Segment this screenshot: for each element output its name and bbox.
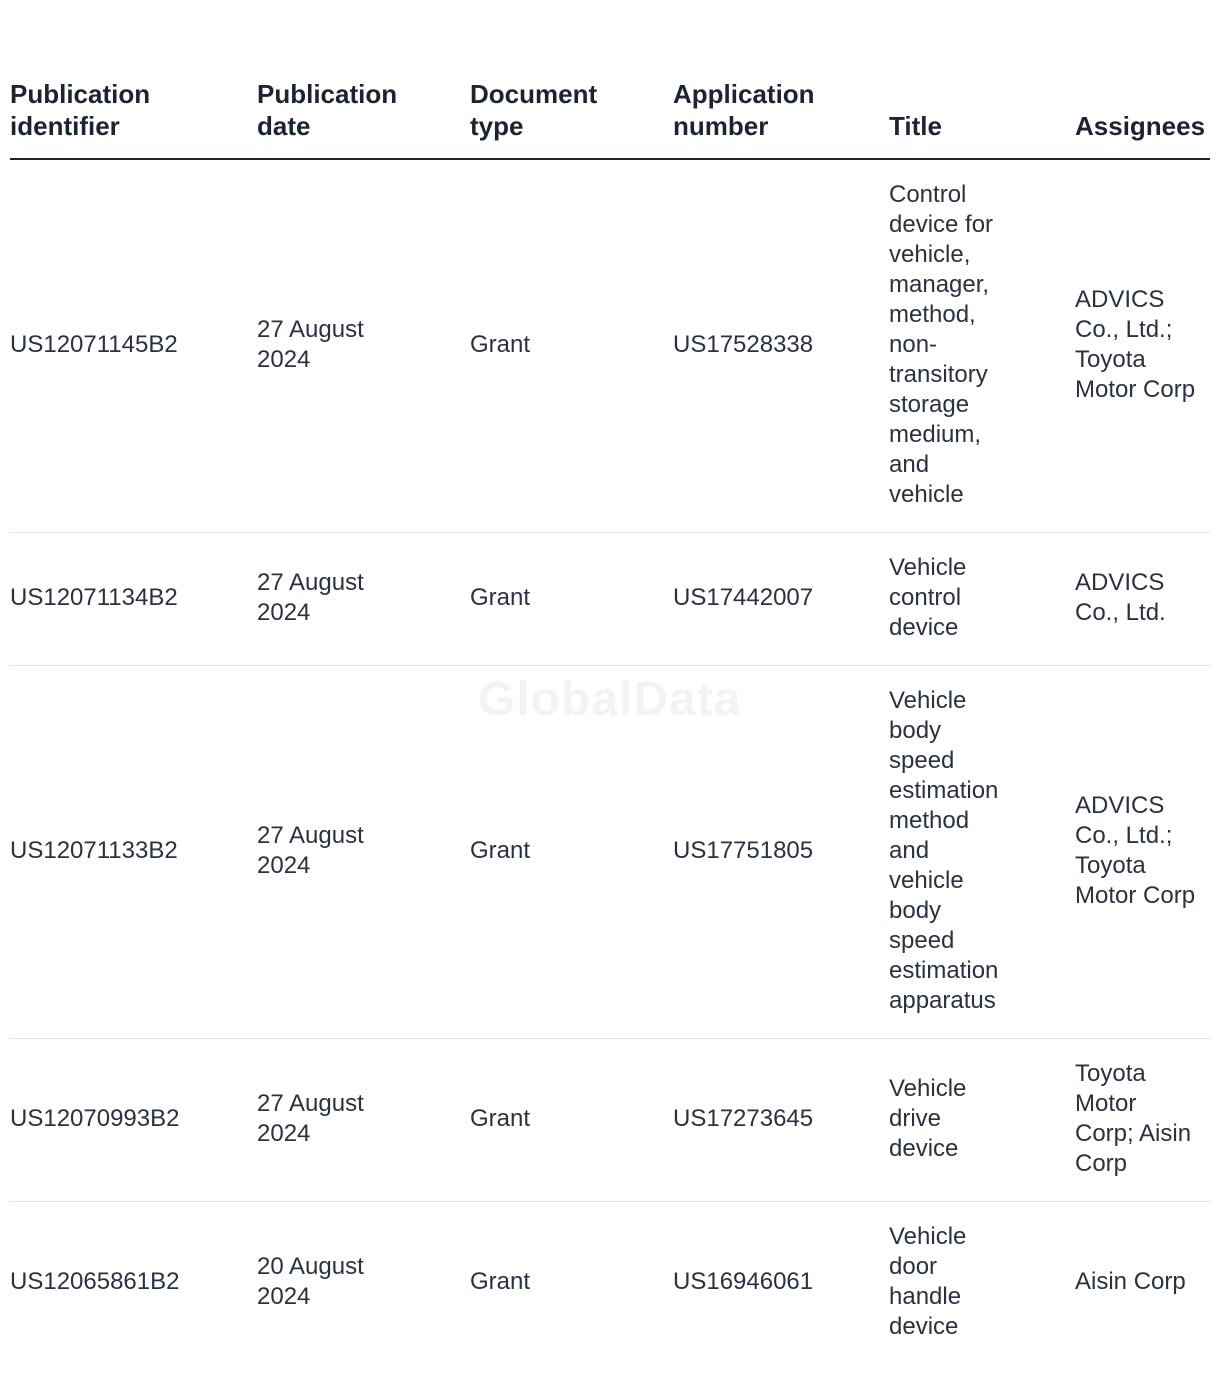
cell-publication-identifier: US12071145B2 [10, 159, 257, 533]
cell-publication-date: 27 August 2024 [257, 159, 470, 533]
cell-title: Vehicle control device [889, 533, 1075, 666]
table-header [10, 78, 1210, 159]
watermark-text: GlobalData [478, 673, 742, 726]
cell-document-type: Grant [470, 666, 673, 1039]
header-row [10, 78, 1210, 159]
cell-assignees: ADVICS Co., Ltd.; Toyota Motor Corp [1075, 159, 1210, 533]
cell-application-number: US16946061 [673, 1268, 814, 1295]
header-title: Title [889, 78, 1075, 159]
table-row [10, 1202, 1210, 1365]
cell-publication-date: 27 August 2024 [257, 666, 470, 1039]
cell-document-type: Grant [470, 533, 673, 666]
cell-application-number: US17751805 [673, 666, 889, 1039]
header-publication-date: Publication date [257, 78, 470, 159]
header-publication-identifier: Publication identifier [10, 78, 257, 159]
header-assignees: Assignees [1075, 78, 1210, 159]
cell-assignees: ADVICS Co., Ltd. [1075, 533, 1210, 666]
table-body [10, 159, 1210, 1364]
cell-publication-date: 20 August 2024 [257, 1253, 364, 1310]
table-row [10, 533, 1210, 666]
header-application-number: Application number [673, 78, 889, 159]
table-row [10, 159, 1210, 533]
cell-publication-identifier: US12065861B2 [10, 1268, 180, 1295]
cell-document-type: Grant [470, 159, 673, 533]
cell-application-number: US17528338 [673, 159, 889, 533]
cell-assignees: Aisin Corp [1075, 1268, 1186, 1295]
cell-title: Control device for vehicle, manager, method, non- transitory storage medium, and vehicle [889, 159, 1075, 533]
cell-publication-date: 27 August 2024 [257, 533, 470, 666]
patents-table [10, 78, 1210, 1364]
cell-application-number: US17442007 [673, 533, 889, 666]
cell-document-type: Grant [470, 1268, 531, 1295]
cell-title: Vehicle drive device [889, 1039, 1075, 1202]
cell-document-type: Grant [470, 1039, 673, 1202]
cell-assignees: Toyota Motor Corp; Aisin Corp [1075, 1039, 1210, 1202]
cell-assignees: ADVICS Co., Ltd.; Toyota Motor Corp [1075, 666, 1210, 1039]
table-row [10, 666, 1210, 1039]
cell-title: Vehicle door handle device [889, 1223, 967, 1340]
cell-title: Vehicle body speed estimation method and vehicle body speed estimation apparatus [889, 666, 1075, 1039]
table-row [10, 1039, 1210, 1202]
cell-publication-identifier: US12071134B2 [10, 533, 257, 666]
cell-publication-identifier: US12070993B2 [10, 1039, 257, 1202]
cell-application-number: US17273645 [673, 1039, 889, 1202]
header-document-type: Document type [470, 78, 673, 159]
cell-publication-identifier: US12071133B2 [10, 666, 257, 1039]
cell-publication-date: 27 August 2024 [257, 1039, 470, 1202]
